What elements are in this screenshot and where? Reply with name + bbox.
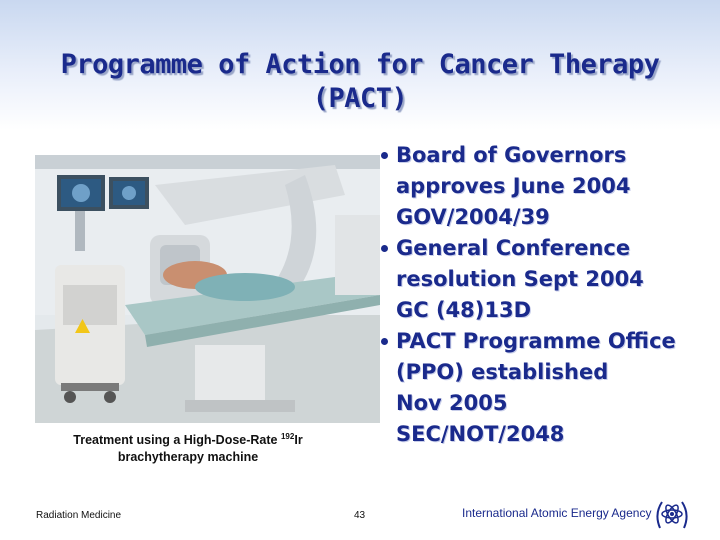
bullet-item [378,326,718,450]
bullet-line: Nov 2005 [396,391,508,415]
treatment-room-illustration [35,155,380,423]
bullet-dot-icon [381,245,388,252]
bullet-line: GOV/2004/39 [396,205,550,229]
page-number: 43 [354,510,366,521]
bullet-line: PACT Programme Office [396,329,676,353]
bullet-line: GC (48)13D [396,298,532,322]
footer-section-label: Radiation Medicine [36,510,122,521]
footer-organization: International Atomic Energy Agency [462,506,652,520]
bullet-line: SEC/NOT/2048 [396,422,565,446]
bullet-list [378,140,718,450]
brachytherapy-photo [35,155,380,423]
bullet-line: Board of Governors [396,143,627,167]
bullet-dot-icon [381,152,388,159]
caption-line2: brachytherapy machine [117,450,259,464]
caption-isotope-mass: 192 [280,432,295,441]
bullet-line: (PPO) established [396,360,609,384]
slide-title [0,48,720,116]
caption-text-part1: Treatment using a High-Dose-Rate [73,433,281,447]
bullet-line: approves June 2004 [396,174,631,198]
bullet-line: General Conference [396,236,631,260]
caption-line1 [38,428,338,449]
bullet-line: resolution Sept 2004 [396,267,644,291]
slide-title-line1: Programme of Action for Cancer Therapy [60,49,660,80]
photo-caption [38,428,338,466]
bullet-item [378,140,718,233]
bullet-item [378,233,718,326]
bullet-dot-icon [381,338,388,345]
caption-isotope-symbol: Ir [294,433,303,447]
slide-title-line2: (PACT) [312,83,408,114]
iaea-logo-icon [652,494,692,534]
